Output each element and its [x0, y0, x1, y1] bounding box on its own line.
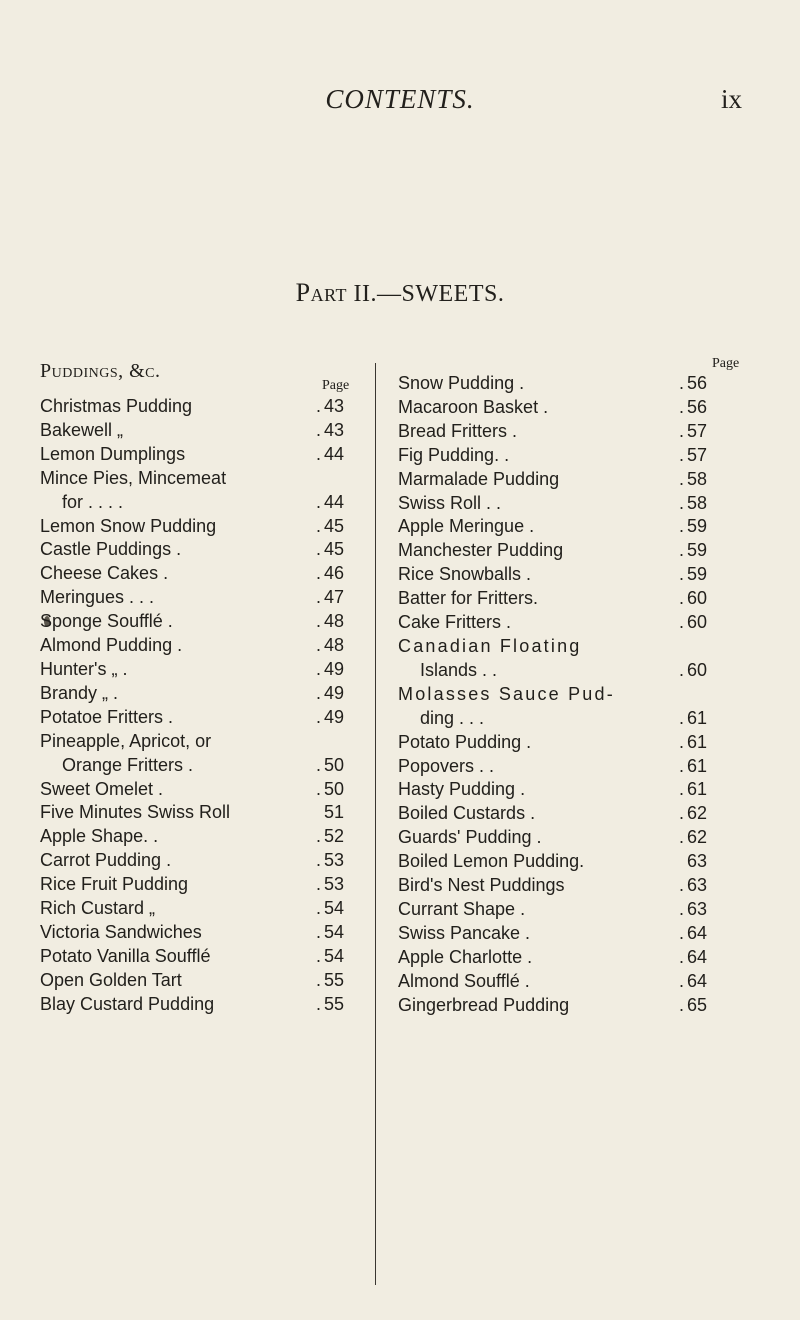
entry-title: Pineapple, Apricot, or [40, 730, 212, 751]
entry-leader-dot: . [679, 875, 685, 896]
entry-leader-dot: . [316, 539, 322, 560]
entry-leader-dot: . [679, 588, 685, 609]
entry-page-number: 59 [687, 516, 708, 537]
contents-entry [398, 850, 768, 874]
entry-page-number: 49 [324, 658, 345, 679]
part-label: Part [295, 278, 348, 307]
contents-entry [40, 658, 370, 682]
entry-leader-dot: . [316, 826, 322, 847]
contents-entry [40, 945, 370, 969]
contents-entry [398, 611, 768, 635]
entry-title: Boiled Custards . [398, 803, 536, 824]
entry-title: Canadian Floating [398, 635, 582, 656]
entry-leader-dot: . [316, 563, 322, 584]
entry-leader-dot: . [316, 491, 322, 512]
entry-title: Apple Charlotte . [398, 946, 533, 967]
entry-page-number: 44 [324, 491, 345, 512]
entry-page-number: 54 [324, 921, 345, 942]
entry-title: Fig Pudding. . [398, 444, 510, 465]
entry-page-number: 64 [687, 922, 708, 943]
entry-leader-dot: . [316, 443, 322, 464]
entry-leader-dot: . [316, 682, 322, 703]
contents-entry [398, 659, 768, 683]
contents-entry [398, 946, 768, 970]
entry-leader-dot: . [316, 635, 322, 656]
entry-title: Currant Shape . [398, 898, 526, 919]
entry-title: Bakewell „ [40, 419, 124, 440]
entry-leader-dot: . [316, 921, 322, 942]
entry-leader-dot: . [316, 778, 322, 799]
entry-leader-dot: . [679, 396, 685, 417]
contents-entry [40, 897, 370, 921]
entry-title: Orange Fritters . [62, 754, 194, 775]
entry-title: Sponge Soufflé . [40, 611, 173, 632]
entry-page-number: 48 [324, 635, 345, 656]
entry-title: ding . . . [420, 707, 485, 728]
entry-page-number: 44 [324, 443, 345, 464]
contents-entry [40, 778, 370, 802]
entry-title: Castle Puddings . [40, 539, 182, 560]
contents-entry [40, 873, 370, 897]
contents-entry [398, 731, 768, 755]
entry-page-number: 43 [324, 419, 345, 440]
entry-leader-dot: . [316, 515, 322, 536]
entry-title: Rich Custard „ [40, 898, 156, 919]
contents-entry [40, 801, 370, 825]
entry-leader-dot: . [316, 611, 322, 632]
column-divider [375, 363, 376, 1285]
entry-title: Swiss Roll . . [398, 492, 502, 513]
entry-title: Islands . . [420, 659, 498, 680]
entry-title: Manchester Pudding [398, 540, 564, 561]
contents-entry [398, 970, 768, 994]
entry-leader-dot: . [679, 994, 685, 1015]
entry-leader-dot: . [679, 970, 685, 991]
entry-title: Hunter's „ . [40, 658, 128, 679]
entry-page-number: 61 [687, 707, 708, 728]
entry-leader-dot: . [679, 707, 685, 728]
entry-title: Hasty Pudding . [398, 779, 526, 800]
entry-leader-dot: . [316, 587, 322, 608]
entry-leader-dot: . [316, 754, 322, 775]
entry-title: Lemon Snow Pudding [40, 515, 217, 536]
contents-entry [40, 969, 370, 993]
entry-title: Gingerbread Pudding [398, 994, 570, 1015]
contents-entry [40, 634, 370, 658]
contents-entry [398, 755, 768, 779]
entry-page-number: 50 [324, 754, 345, 775]
entry-title: Cake Fritters . [398, 612, 512, 633]
entry-title: for . . . . [62, 491, 124, 512]
entry-title: Sweet Omelet . [40, 778, 164, 799]
entry-title: Marmalade Pudding [398, 468, 560, 489]
contents-entry [398, 898, 768, 922]
entry-page-number: 56 [687, 373, 708, 393]
entry-page-number: 57 [687, 420, 708, 441]
right-page-column-label: Page [712, 356, 740, 371]
entry-title: Lemon Dumplings [40, 443, 186, 464]
entry-leader-dot: . [316, 969, 322, 990]
contents-entry [398, 539, 768, 563]
entry-leader-dot: . [679, 946, 685, 967]
entry-title: Boiled Lemon Pudding. [398, 851, 585, 872]
right-contents-column [398, 372, 768, 1017]
entry-leader-dot: . [679, 373, 685, 393]
entry-title: Swiss Pancake . [398, 922, 531, 943]
entry-leader-dot: . [679, 755, 685, 776]
entry-page-number: 59 [687, 564, 708, 585]
page-number: ix [720, 84, 742, 114]
entry-title: Rice Fruit Pudding [40, 874, 189, 895]
entry-title: Potato Pudding . [398, 731, 532, 752]
contents-entry [40, 395, 370, 419]
entry-title: Almond Pudding . [40, 635, 183, 656]
entry-leader-dot: . [679, 492, 685, 513]
entry-page-number: 65 [687, 994, 708, 1015]
entry-title: Snow Pudding . [398, 373, 525, 393]
entry-page-number: 60 [687, 588, 708, 609]
contents-entry [398, 444, 768, 468]
entry-title: Bread Fritters . [398, 420, 518, 441]
contents-entry [398, 922, 768, 946]
page-title: CONTENTS. [325, 84, 475, 114]
entry-page-number: 53 [324, 874, 345, 895]
contents-entry [40, 849, 370, 873]
entry-title: Brandy „ . [40, 682, 119, 703]
entry-page-number: 58 [687, 468, 708, 489]
contents-entry [40, 825, 370, 849]
entry-leader-dot: . [679, 827, 685, 848]
entry-leader-dot: . [679, 540, 685, 561]
contents-entry [40, 921, 370, 945]
entry-title: Mince Pies, Mincemeat [40, 467, 227, 488]
contents-entry [40, 754, 370, 778]
entry-page-number: 46 [324, 563, 345, 584]
contents-entry [40, 682, 370, 706]
entry-title: Five Minutes Swiss Roll [40, 802, 231, 823]
entry-page-number: 60 [687, 659, 708, 680]
entry-title: Blay Custard Pudding [40, 993, 215, 1014]
entry-leader-dot: . [316, 898, 322, 919]
left-contents-column [40, 395, 370, 1017]
entry-leader-dot: . [316, 706, 322, 727]
contents-entry [398, 802, 768, 826]
entry-page-number: 54 [324, 945, 345, 966]
contents-entry [398, 683, 768, 707]
entry-title: Christmas Pudding [40, 396, 193, 416]
contents-entry [398, 587, 768, 611]
entry-title: Meringues . . . [40, 587, 155, 608]
entry-page-number: 64 [687, 970, 708, 991]
contents-entry [398, 372, 768, 396]
entry-page-number: 47 [324, 587, 345, 608]
entry-leader-dot: . [316, 850, 322, 871]
entry-leader-dot: . [316, 658, 322, 679]
part-heading [0, 278, 800, 308]
entry-title: Cheese Cakes . [40, 563, 169, 584]
entry-title: Bird's Nest Puddings [398, 875, 565, 896]
left-page-column-label: Page [322, 378, 350, 393]
entry-page-number: 50 [324, 778, 345, 799]
entry-title: Potatoe Fritters . [40, 706, 174, 727]
entry-leader-dot: . [679, 659, 685, 680]
contents-entry [40, 730, 370, 754]
entry-title: Almond Soufflé . [398, 970, 530, 991]
entry-page-number: 56 [687, 396, 708, 417]
entry-page-number: 49 [324, 682, 345, 703]
contents-entry [40, 443, 370, 467]
contents-entry [398, 778, 768, 802]
entry-title: Batter for Fritters. [398, 588, 539, 609]
entry-title: Molasses Sauce Pud- [398, 683, 615, 704]
entry-page-number: 59 [687, 540, 708, 561]
entry-page-number: 63 [687, 898, 708, 919]
entry-page-number: 48 [324, 611, 345, 632]
entry-leader-dot: . [679, 922, 685, 943]
contents-entry [40, 610, 370, 634]
entry-page-number: 53 [324, 850, 345, 871]
entry-page-number: 49 [324, 706, 345, 727]
part-title: II.—SWEETS. [353, 281, 505, 307]
entry-page-number: 58 [687, 492, 708, 513]
entry-page-number: 63 [687, 851, 708, 872]
entry-leader-dot: . [679, 731, 685, 752]
entry-page-number: 55 [324, 969, 345, 990]
contents-entry [40, 538, 370, 562]
entry-page-number: 51 [324, 802, 345, 823]
entry-page-number: 61 [687, 755, 708, 776]
contents-entry [398, 707, 768, 731]
entry-leader-dot: . [316, 993, 322, 1014]
contents-entry [40, 491, 370, 515]
entry-leader-dot: . [679, 468, 685, 489]
contents-entry [40, 993, 370, 1017]
contents-entry [398, 826, 768, 850]
entry-leader-dot: . [679, 898, 685, 919]
entry-page-number: 57 [687, 444, 708, 465]
entry-page-number: 64 [687, 946, 708, 967]
entry-title: Guards' Pudding . [398, 827, 542, 848]
entry-page-number: 63 [687, 875, 708, 896]
entry-page-number: 52 [324, 826, 345, 847]
entry-title: Carrot Pudding . [40, 850, 172, 871]
contents-entry [40, 419, 370, 443]
contents-entry [398, 468, 768, 492]
contents-entry [398, 563, 768, 587]
entry-page-number: 60 [687, 612, 708, 633]
entry-leader-dot: . [316, 419, 322, 440]
entry-page-number: 62 [687, 827, 708, 848]
contents-entry [398, 492, 768, 516]
entry-page-number: 43 [324, 396, 345, 416]
entry-title: Open Golden Tart [40, 969, 182, 990]
entry-leader-dot: . [316, 874, 322, 895]
contents-entry [40, 706, 370, 730]
entry-leader-dot: . [316, 945, 322, 966]
entry-leader-dot: . [679, 564, 685, 585]
contents-entry [40, 515, 370, 539]
contents-entry [398, 396, 768, 420]
entry-page-number: 61 [687, 731, 708, 752]
contents-entry [398, 515, 768, 539]
entry-leader-dot: . [679, 420, 685, 441]
entry-page-number: 55 [324, 993, 345, 1014]
entry-title: Popovers . . [398, 755, 495, 776]
entry-leader-dot: . [679, 516, 685, 537]
entry-leader-dot: . [316, 396, 322, 416]
entry-page-number: 45 [324, 539, 345, 560]
running-head [0, 84, 800, 124]
entry-title: Macaroon Basket . [398, 396, 549, 417]
contents-entry [40, 467, 370, 491]
contents-entry [40, 562, 370, 586]
contents-entry [398, 420, 768, 444]
section-heading: Puddings, &c. [40, 360, 161, 382]
contents-entry [398, 635, 768, 659]
entry-page-number: 54 [324, 898, 345, 919]
entry-leader-dot: . [679, 612, 685, 633]
entry-title: Victoria Sandwiches [40, 921, 202, 942]
entry-page-number: 61 [687, 779, 708, 800]
contents-entry [398, 874, 768, 898]
entry-title: Apple Meringue . [398, 516, 535, 537]
entry-title: Rice Snowballs . [398, 564, 532, 585]
entry-page-number: 62 [687, 803, 708, 824]
entry-leader-dot: . [679, 444, 685, 465]
entry-title: Apple Shape. . [40, 826, 159, 847]
entry-leader-dot: . [679, 779, 685, 800]
entry-page-number: 45 [324, 515, 345, 536]
contents-entry [398, 994, 768, 1018]
contents-entry [40, 586, 370, 610]
entry-leader-dot: . [679, 803, 685, 824]
entry-title: Potato Vanilla Soufflé [40, 945, 211, 966]
